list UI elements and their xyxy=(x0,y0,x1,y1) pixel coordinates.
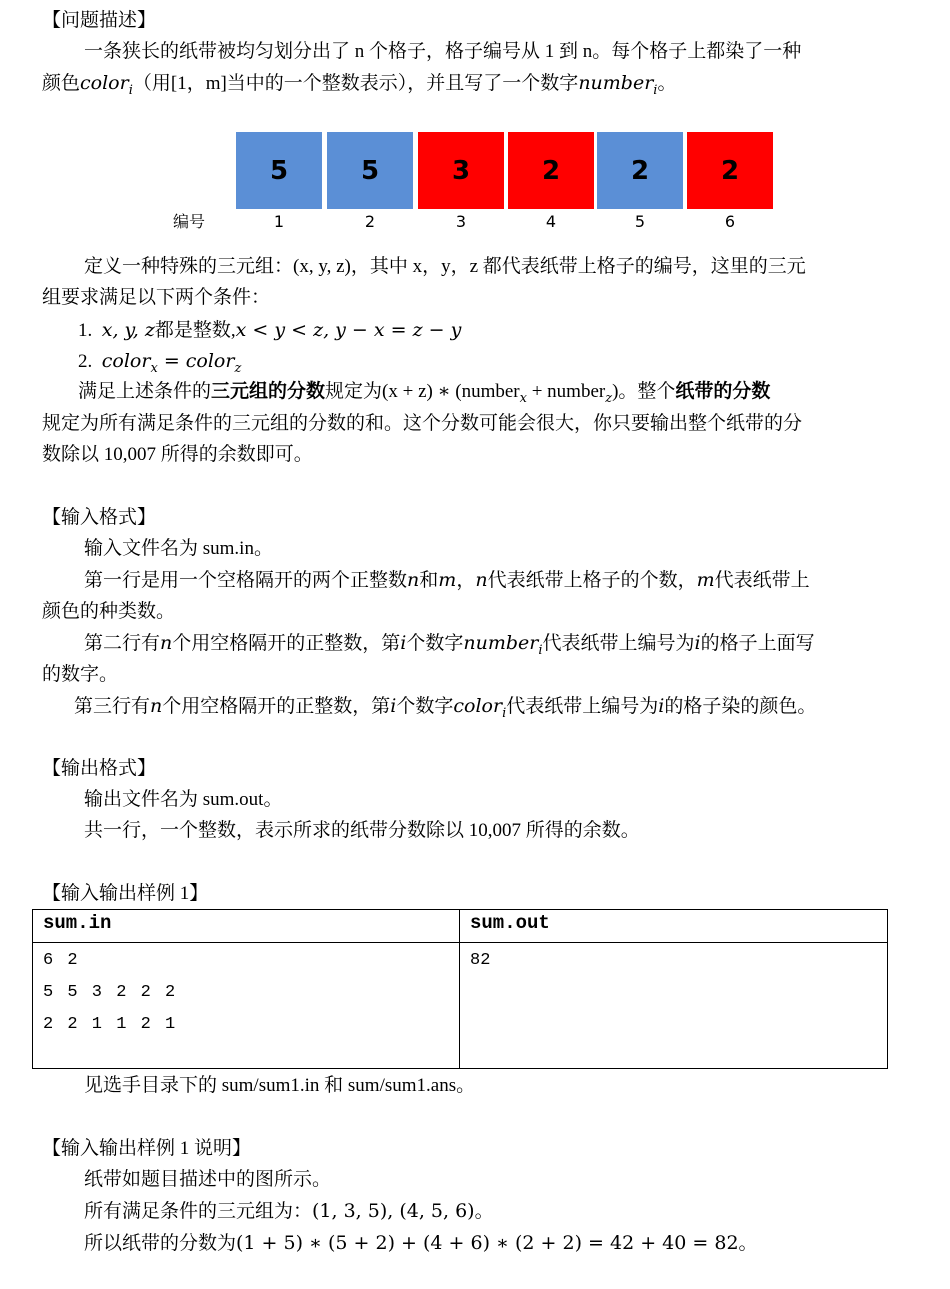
score-definition-line-1: 满足上述条件的三元组的分数规定为(x + z) ∗ (number$_x$ + number$_z$)。整个纸带的分数 xyxy=(78,381,771,406)
section-heading-description: 【问题描述】 xyxy=(42,10,157,31)
section-heading-sample: 【输入输出样例 1】 xyxy=(42,883,209,904)
tape-index: 2 xyxy=(364,212,376,231)
output-line-2: 共一行，一个整数，表示所求的纸带分数除以 10,007 所得的余数。 xyxy=(84,820,640,841)
tape-index: 6 xyxy=(724,212,736,231)
description-line-1: 一条狭长的纸带被均匀划分出了 n 个格子，格子编号从 1 到 n。每个格子上都染了一种 xyxy=(84,41,802,62)
condition-1: 1. x, y, z都是整数,x < y < z, y − x = z − y xyxy=(78,319,462,341)
section-heading-input: 【输入格式】 xyxy=(42,507,157,528)
tape-index: 4 xyxy=(545,212,557,231)
definition-line-1: 定义一种特殊的三元组：(x, y, z)，其中 x，y，z 都代表纸带上格子的编号，这里的三元 xyxy=(84,256,806,277)
tape-index: 3 xyxy=(455,212,467,231)
input-line-1: 输入文件名为 sum.in。 xyxy=(84,538,273,559)
section-heading-explanation: 【输入输出样例 1 说明】 xyxy=(42,1138,252,1159)
tape-index-label: 编号 xyxy=(172,212,205,231)
sample-input-line: 6 2 xyxy=(43,951,78,970)
sample-output-cell xyxy=(460,943,888,1069)
input-line-4: 第二行有n个用空格隔开的正整数，第i个数字number$_i$代表纸带上编号为i的格子上面写 xyxy=(84,632,815,658)
input-line-6: 第三行有n个用空格隔开的正整数，第i个数字color$_i$代表纸带上编号为i的格子染的颜色。 xyxy=(74,695,817,721)
input-line-5: 的数字。 xyxy=(42,664,119,685)
tape-cell: 5 xyxy=(236,132,322,209)
tape-cell: 5 xyxy=(327,132,413,209)
sample-table xyxy=(32,909,888,1069)
input-line-3: 颜色的种类数。 xyxy=(42,601,176,622)
explanation-line-1: 纸带如题目描述中的图所示。 xyxy=(84,1169,332,1190)
explanation-line-2: 所有满足条件的三元组为：(1, 3, 5), (4, 5, 6)。 xyxy=(84,1200,494,1222)
output-line-1: 输出文件名为 sum.out。 xyxy=(84,789,283,810)
definition-line-2: 组要求满足以下两个条件： xyxy=(42,287,271,308)
tape-cell: 2 xyxy=(597,132,683,209)
score-definition-line-2: 规定为所有满足条件的三元组的分数的和。这个分数可能会很大，你只要输出整个纸带的分 xyxy=(42,413,803,434)
explanation-line-3: 所以纸带的分数为(1 + 5) ∗ (5 + 2) + (4 + 6) ∗ (2 + 2) = 42 + 40 = 82。 xyxy=(84,1232,758,1254)
tape-index: 1 xyxy=(273,212,285,231)
sample-output-line: 82 xyxy=(470,951,491,970)
score-definition-line-3: 数除以 10,007 所得的余数即可。 xyxy=(42,444,313,465)
input-line-2: 第一行是用一个空格隔开的两个正整数n和m，n代表纸带上格子的个数，m代表纸带上 xyxy=(84,569,810,591)
tape-cell: 2 xyxy=(687,132,773,209)
sample-input-header: sum.in xyxy=(33,910,460,943)
condition-2: 2. color$_x$ = color$_z$ xyxy=(78,350,242,376)
sample-output-header: sum.out xyxy=(460,910,888,943)
description-line-2: 颜色color$_i$（用[1，m]当中的一个整数表示），并且写了一个数字number$_i$。 xyxy=(42,72,677,98)
tape-cell: 3 xyxy=(418,132,504,209)
sample-input-cell xyxy=(33,943,460,1069)
tape-cell: 2 xyxy=(508,132,594,209)
sample-note: 见选手目录下的 sum/sum1.in 和 sum/sum1.ans。 xyxy=(84,1075,476,1096)
tape-index: 5 xyxy=(634,212,646,231)
sample-input-line: 2 2 1 1 2 1 xyxy=(43,1015,176,1034)
section-heading-output: 【输出格式】 xyxy=(42,758,157,779)
sample-input-line: 5 5 3 2 2 2 xyxy=(43,983,176,1002)
